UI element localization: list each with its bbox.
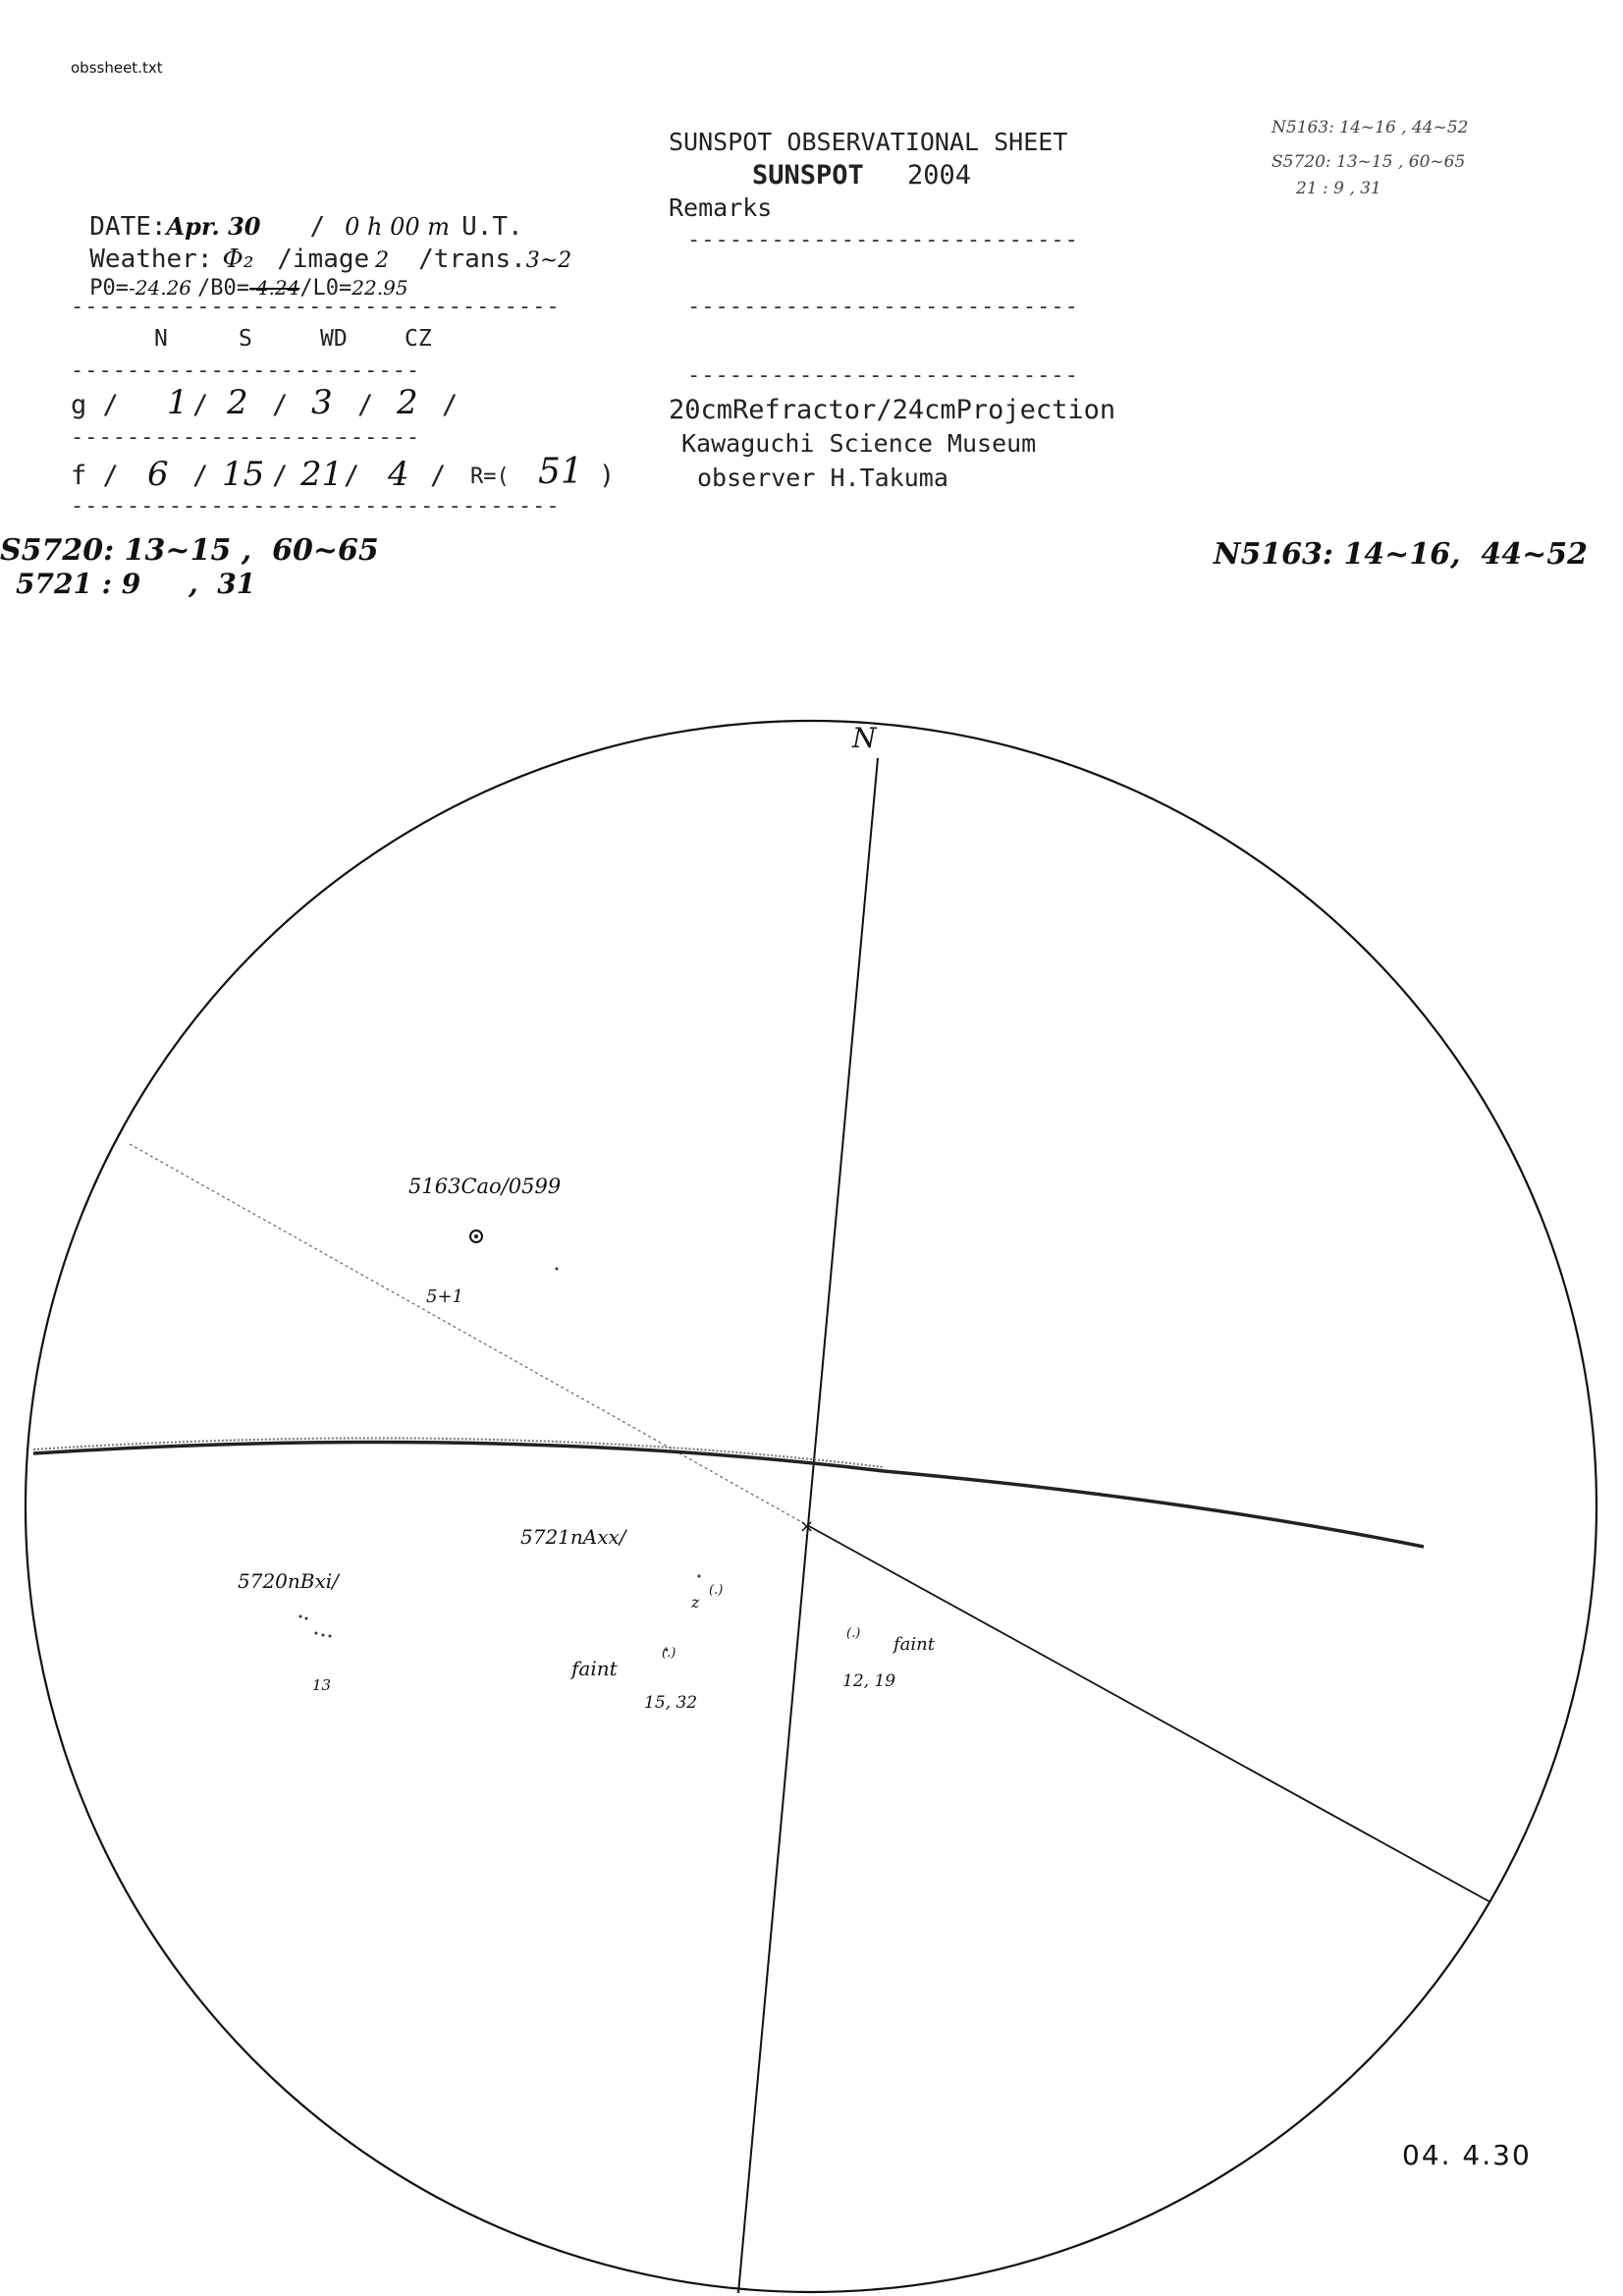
p0-label: P0=	[89, 276, 130, 301]
institution-info: Kawaguchi Science Museum	[681, 429, 1037, 458]
faint-right-label: faint	[893, 1634, 935, 1655]
date-time-separator: /	[309, 212, 326, 242]
g-value-wd: 3	[311, 383, 333, 422]
r-value: 51	[538, 452, 583, 492]
time-suffix: U.T.	[461, 212, 523, 242]
note-left-1: S5720: 13~15 , 60~65	[0, 533, 379, 568]
solar-disk-outline	[26, 721, 1596, 2292]
trans-label: /trans.	[418, 245, 526, 274]
sunspot-5720-c	[315, 1632, 318, 1635]
remarks-line-2: ----------------------------	[687, 295, 1079, 319]
header-n: N	[154, 326, 168, 352]
g-value-s: 2	[227, 383, 248, 422]
group-5720-coord: 13	[312, 1676, 332, 1694]
sunspot-5720-d	[322, 1634, 325, 1637]
g-value-n: 1	[167, 383, 189, 422]
image-value: 2	[375, 248, 390, 273]
g-row-label: g /	[71, 390, 119, 420]
b0-label: /B0=	[197, 276, 250, 301]
north-marker: N	[852, 722, 877, 754]
observer-info: observer H.Takuma	[697, 464, 948, 492]
g-sep-4: /	[442, 390, 459, 420]
header-s: S	[239, 326, 252, 352]
f-sep-1: /	[192, 461, 209, 491]
date-stamp: 04. 4.30	[1402, 2139, 1532, 2171]
f-sep-2: /	[272, 461, 289, 491]
f-sep-4: /	[430, 461, 447, 491]
weather-label: Weather:	[89, 245, 213, 274]
r-close: )	[599, 461, 616, 491]
sunspot-5163-small	[556, 1268, 559, 1271]
header-wd: WD	[320, 326, 348, 352]
disk-center-mark: ×	[799, 1516, 815, 1537]
sunspot-5720-e	[329, 1635, 332, 1638]
right-spot-coord: 12, 19	[842, 1671, 896, 1691]
r-label: R=(	[470, 465, 510, 489]
separator-3: -------------------------	[71, 425, 421, 450]
note-top-right-2: S5720: 13~15 , 60~65	[1271, 152, 1466, 172]
separator-2: -------------------------	[71, 358, 421, 383]
group-5721-label: 5721nAxx/	[520, 1525, 626, 1549]
f-value-s: 15	[222, 455, 265, 494]
note-left-2: 5721 : 9 , 31	[16, 568, 256, 600]
sheet-year: 2004	[907, 160, 972, 191]
sunspot-5163-core	[474, 1234, 478, 1238]
l0-value: 22.95	[352, 276, 408, 300]
separator-1: -----------------------------------	[71, 295, 561, 319]
image-label: /image	[277, 245, 370, 274]
solar-equator-line	[33, 1442, 1424, 1547]
weather-value: Φ₂	[222, 245, 254, 274]
paren-mark-3: (.)	[846, 1626, 861, 1641]
sheet-program-name: SUNSPOT	[752, 160, 864, 191]
position-angle-line-upper	[130, 1144, 807, 1525]
group-5720-label: 5720nBxi/	[238, 1569, 339, 1593]
p0-value: -24.26	[129, 276, 192, 300]
f-value-wd: 21	[300, 455, 344, 494]
sheet-title: SUNSPOT OBSERVATIONAL SHEET	[669, 128, 1068, 156]
f-row-label: f /	[71, 461, 119, 491]
remarks-line-1: ----------------------------	[687, 228, 1079, 252]
note-top-right-3: 21 : 9 , 31	[1296, 179, 1381, 198]
time-value: 0 h 00 m	[345, 213, 451, 241]
separator-4: -----------------------------------	[71, 494, 561, 519]
remarks-line-3: ----------------------------	[687, 363, 1079, 388]
b0-value: -4.24	[249, 276, 300, 300]
remarks-label: Remarks	[669, 193, 773, 222]
date-value: Apr. 30	[166, 212, 261, 241]
g-sep-2: /	[272, 390, 289, 420]
sunspot-5721-a	[698, 1575, 701, 1578]
position-angle-line-lower	[807, 1525, 1490, 1902]
g-sep-1: /	[192, 390, 209, 420]
f-sep-3: /	[344, 461, 360, 491]
g-sep-3: /	[357, 390, 374, 420]
group-5163-label: 5163Cao/0599	[408, 1175, 562, 1198]
sunspot-5720-a	[299, 1615, 302, 1618]
group-5721-z: z	[691, 1593, 700, 1612]
group-5163-count: 5+1	[426, 1286, 463, 1307]
note-top-right-1: N5163: 14~16 , 44~52	[1271, 118, 1469, 137]
f-value-cz: 4	[388, 455, 409, 494]
group-5721-coord: 15, 32	[644, 1693, 698, 1713]
file-label: obssheet.txt	[71, 59, 163, 77]
header-cz: CZ	[405, 326, 432, 352]
note-right-1: N5163: 14~16, 44~52	[1214, 537, 1589, 572]
date-label: DATE:	[89, 212, 167, 242]
g-value-cz: 2	[397, 383, 418, 422]
f-value-n: 6	[147, 455, 169, 494]
faint-left-label: faint	[571, 1657, 618, 1680]
telescope-info: 20cmRefractor/24cmProjection	[669, 395, 1116, 425]
sunspot-5720-b	[305, 1617, 308, 1620]
l0-label: /L0=	[299, 276, 352, 301]
trans-value: 3~2	[525, 248, 572, 273]
paren-mark-2: (.)	[662, 1646, 676, 1661]
paren-mark-1: (.)	[709, 1583, 724, 1598]
